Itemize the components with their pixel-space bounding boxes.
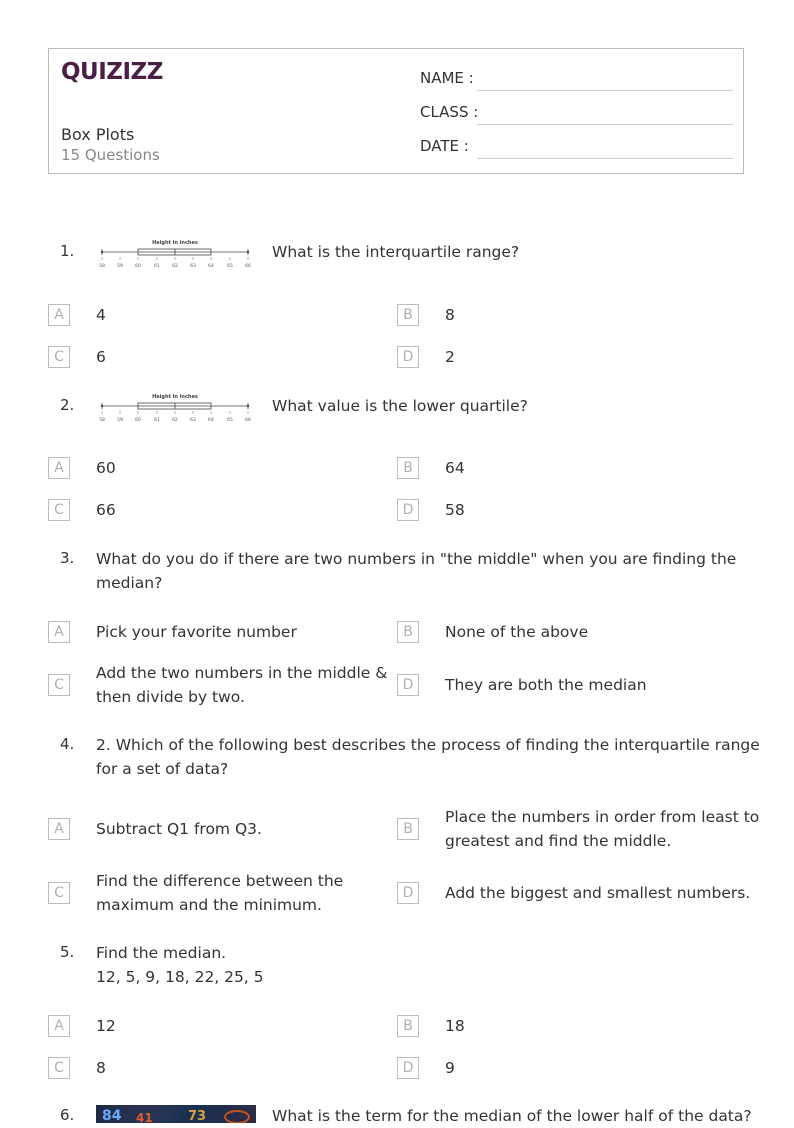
tick-label: 59 [117, 264, 123, 269]
option-text[interactable]: None of the above [445, 623, 589, 641]
option-letter-a[interactable]: A [48, 457, 70, 479]
box-plot-axis [98, 264, 252, 272]
option-letter-b[interactable]: B [397, 621, 419, 643]
question-number: 3. [60, 549, 75, 567]
tick-label: 61 [154, 264, 160, 269]
tick-label: 62 [172, 418, 178, 423]
option-text-line[interactable]: Find the difference between the [96, 872, 344, 890]
option-text[interactable]: 8 [96, 1059, 106, 1077]
tick-label: 63 [190, 418, 196, 423]
class-line[interactable] [477, 124, 733, 125]
question-text: What is the term for the median of the lower half of the data? [272, 1107, 752, 1125]
option-letter-c[interactable]: C [48, 674, 70, 696]
tick-label: 65 [227, 264, 233, 269]
box-plot-image [98, 240, 252, 274]
box-plot-axis [98, 418, 252, 426]
tick-label: 64 [208, 418, 214, 423]
option-letter-a[interactable]: A [48, 818, 70, 840]
option-text-line[interactable]: Place the numbers in order from least to [445, 808, 760, 826]
box-plot-image [98, 394, 252, 428]
tick-label: 60 [135, 264, 141, 269]
question-text-line: Find the median. [96, 944, 227, 962]
question-number: 5. [60, 943, 75, 961]
tick-label: 66 [245, 418, 251, 423]
class-field[interactable] [420, 103, 733, 127]
tick-label: 58 [99, 418, 105, 423]
option-text[interactable]: 4 [96, 306, 106, 324]
image-decoration [224, 1110, 250, 1123]
image-decoration: 41 [136, 1111, 153, 1123]
option-text-line[interactable]: maximum and the minimum. [96, 896, 322, 914]
question-text-line: 2. Which of the following best describes the process of finding the interquartile range [96, 736, 760, 754]
tick-label: 63 [190, 264, 196, 269]
option-text[interactable]: 2 [445, 348, 455, 366]
worksheet-header [48, 48, 744, 174]
box-plot-caption: Height in inches [152, 240, 198, 246]
option-text[interactable]: 6 [96, 348, 106, 366]
option-text[interactable]: 12 [96, 1017, 116, 1035]
tick-label: 65 [227, 418, 233, 423]
option-text[interactable]: 60 [96, 459, 116, 477]
option-text-line[interactable]: then divide by two. [96, 688, 245, 706]
image-decoration: 84 [102, 1108, 122, 1123]
option-letter-a[interactable]: A [48, 621, 70, 643]
option-text[interactable]: 18 [445, 1017, 465, 1035]
question-text: What is the interquartile range? [272, 243, 520, 261]
option-text[interactable]: 64 [445, 459, 465, 477]
question-text-line: What do you do if there are two numbers in "the middle" when you are finding the [96, 550, 737, 568]
question-number: 2. [60, 396, 75, 414]
option-text-line[interactable]: greatest and find the middle. [445, 832, 672, 850]
question-text-line: median? [96, 574, 163, 592]
option-letter-d[interactable]: D [397, 346, 419, 368]
question-text-line: 12, 5, 9, 18, 22, 25, 5 [96, 968, 264, 986]
question-text-line: for a set of data? [96, 760, 229, 778]
tick-label: 58 [99, 264, 105, 269]
option-letter-c[interactable]: C [48, 346, 70, 368]
option-letter-b[interactable]: B [397, 457, 419, 479]
option-text[interactable]: 8 [445, 306, 455, 324]
option-text[interactable]: Add the biggest and smallest numbers. [445, 884, 751, 902]
box-plot-caption: Height in inches [152, 394, 198, 400]
name-line[interactable] [477, 90, 733, 91]
option-letter-a[interactable]: A [48, 1015, 70, 1037]
name-field[interactable] [420, 69, 733, 93]
date-field[interactable] [420, 137, 733, 161]
option-text[interactable]: They are both the median [445, 676, 647, 694]
option-letter-d[interactable]: D [397, 499, 419, 521]
option-letter-d[interactable]: D [397, 882, 419, 904]
question-number: 6. [60, 1106, 75, 1124]
class-label: CLASS : [420, 103, 479, 121]
option-text[interactable]: 9 [445, 1059, 455, 1077]
tick-label: 66 [245, 264, 251, 269]
image-decoration: 73 [188, 1109, 207, 1123]
worksheet-title: Box Plots [61, 125, 135, 144]
question-count: 15 Questions [61, 146, 160, 164]
option-text-line[interactable]: Add the two numbers in the middle & [96, 664, 388, 682]
quizizz-logo: QUIZIZZ [61, 59, 163, 85]
option-letter-d[interactable]: D [397, 1057, 419, 1079]
option-letter-b[interactable]: B [397, 818, 419, 840]
tick-label: 64 [208, 264, 214, 269]
option-letter-b[interactable]: B [397, 304, 419, 326]
option-letter-c[interactable]: C [48, 1057, 70, 1079]
tick-label: 62 [172, 264, 178, 269]
option-letter-b[interactable]: B [397, 1015, 419, 1037]
tick-label: 60 [135, 418, 141, 423]
tick-label: 61 [154, 418, 160, 423]
option-text[interactable]: 66 [96, 501, 116, 519]
option-text[interactable]: Pick your favorite number [96, 623, 297, 641]
question-number: 1. [60, 242, 75, 260]
option-letter-c[interactable]: C [48, 499, 70, 521]
option-letter-a[interactable]: A [48, 304, 70, 326]
tick-label: 59 [117, 418, 123, 423]
option-text[interactable]: Subtract Q1 from Q3. [96, 820, 262, 838]
name-label: NAME : [420, 69, 474, 87]
option-text[interactable]: 58 [445, 501, 465, 519]
question-number: 4. [60, 735, 75, 753]
date-line[interactable] [477, 158, 733, 159]
question-image [96, 1105, 256, 1123]
option-letter-c[interactable]: C [48, 882, 70, 904]
option-letter-d[interactable]: D [397, 674, 419, 696]
date-label: DATE : [420, 137, 469, 155]
question-text: What value is the lower quartile? [272, 397, 528, 415]
